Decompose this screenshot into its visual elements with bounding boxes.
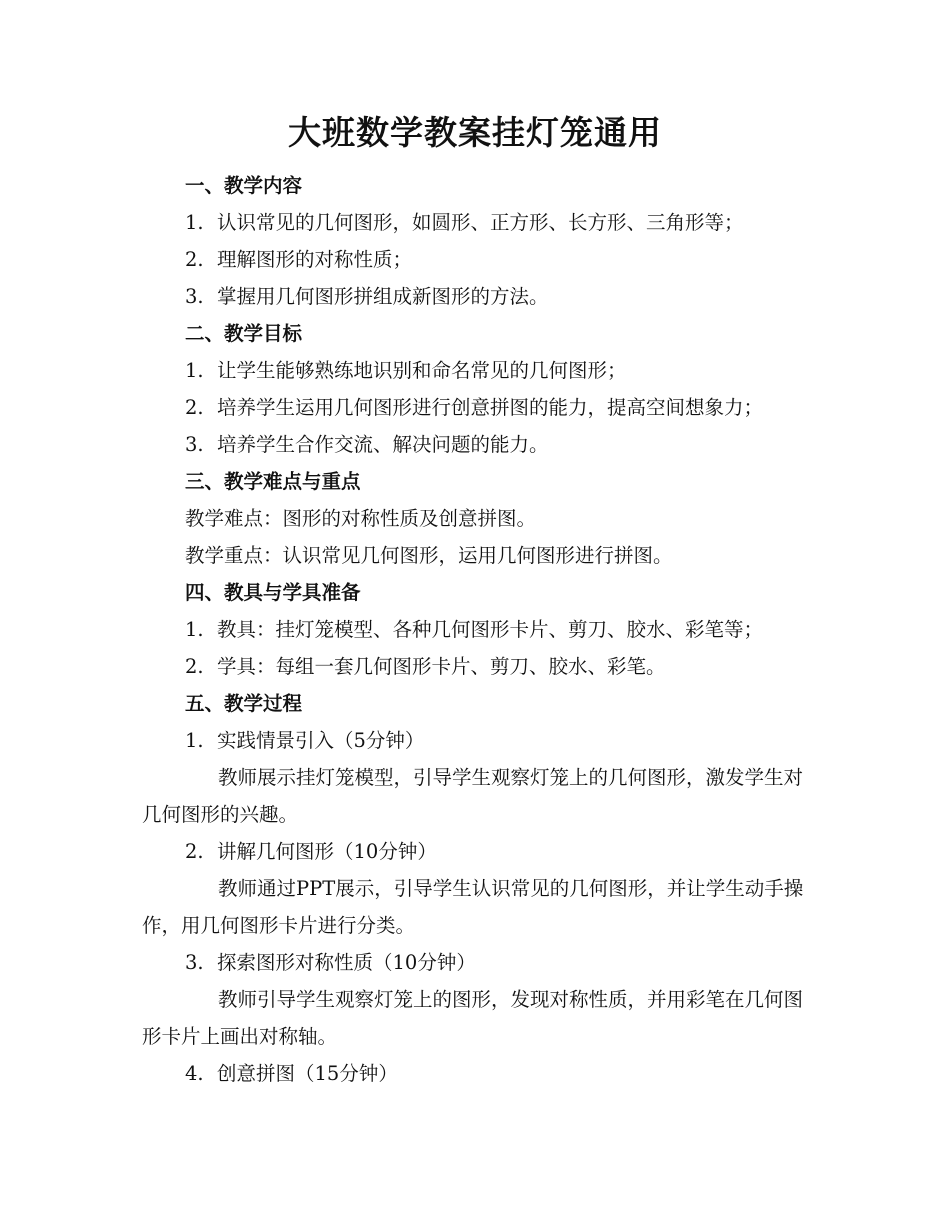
step-text: 讲解几何图形（10分钟） — [217, 840, 437, 863]
list-number: 1. — [185, 359, 204, 382]
list-text: 认识常见的几何图形，如圆形、正方形、长方形、三角形等； — [217, 211, 744, 234]
section-heading-process: 五、教学过程 — [185, 692, 303, 715]
list-number: 2. — [185, 396, 204, 419]
list-number: 2. — [185, 248, 204, 271]
list-item — [142, 426, 822, 463]
step-title — [142, 1055, 822, 1092]
document-body — [142, 167, 822, 1092]
step-title — [142, 833, 822, 870]
list-text: 学具：每组一套几何图形卡片、剪刀、胶水、彩笔。 — [217, 655, 666, 678]
step-paragraph: 教师通过PPT展示，引导学生认识常见的几何图形，并让学生动手操作，用几何图形卡片进行分类。 — [142, 877, 804, 937]
step-paragraph: 教师引导学生观察灯笼上的图形，发现对称性质，并用彩笔在几何图形卡片上画出对称轴。 — [142, 988, 804, 1048]
list-number: 1. — [185, 211, 204, 234]
list-number: 1. — [185, 618, 204, 641]
text-line: 教学重点：认识常见几何图形，运用几何图形进行拼图。 — [185, 544, 673, 567]
list-number: 3. — [185, 433, 204, 456]
section-heading-key-points: 三、教学难点与重点 — [185, 470, 361, 493]
section-heading-content: 一、教学内容 — [185, 174, 303, 197]
list-item — [142, 352, 822, 389]
section-heading-goals: 二、教学目标 — [185, 322, 303, 345]
list-text: 让学生能够熟练地识别和命名常见的几何图形； — [217, 359, 627, 382]
step-text: 实践情景引入（5分钟） — [217, 729, 425, 752]
step-text: 探索图形对称性质（10分钟） — [217, 951, 476, 974]
list-number: 4. — [185, 1062, 204, 1085]
list-number: 2. — [185, 655, 204, 678]
document-title: 大班数学教案挂灯笼通用 — [288, 113, 662, 152]
list-item — [142, 204, 822, 241]
list-text: 教具：挂灯笼模型、各种几何图形卡片、剪刀、胶水、彩笔等； — [217, 618, 764, 641]
list-item — [142, 241, 822, 278]
step-text: 创意拼图（15分钟） — [217, 1062, 398, 1085]
list-number: 3. — [185, 951, 204, 974]
section-heading-materials: 四、教具与学具准备 — [185, 581, 361, 604]
step-title — [142, 944, 822, 981]
list-number: 1. — [185, 729, 204, 752]
list-item — [142, 611, 822, 648]
list-number: 2. — [185, 840, 204, 863]
text-line: 教学难点：图形的对称性质及创意拼图。 — [185, 507, 537, 530]
list-number: 3. — [185, 285, 204, 308]
list-text: 培养学生合作交流、解决问题的能力。 — [217, 433, 549, 456]
list-text: 理解图形的对称性质； — [217, 248, 413, 271]
list-item — [142, 648, 822, 685]
step-title — [142, 722, 822, 759]
list-item — [142, 389, 822, 426]
list-item — [142, 278, 822, 315]
step-paragraph: 教师展示挂灯笼模型，引导学生观察灯笼上的几何图形，激发学生对几何图形的兴趣。 — [142, 766, 804, 826]
list-text: 培养学生运用几何图形进行创意拼图的能力，提高空间想象力； — [217, 396, 764, 419]
list-text: 掌握用几何图形拼组成新图形的方法。 — [217, 285, 549, 308]
